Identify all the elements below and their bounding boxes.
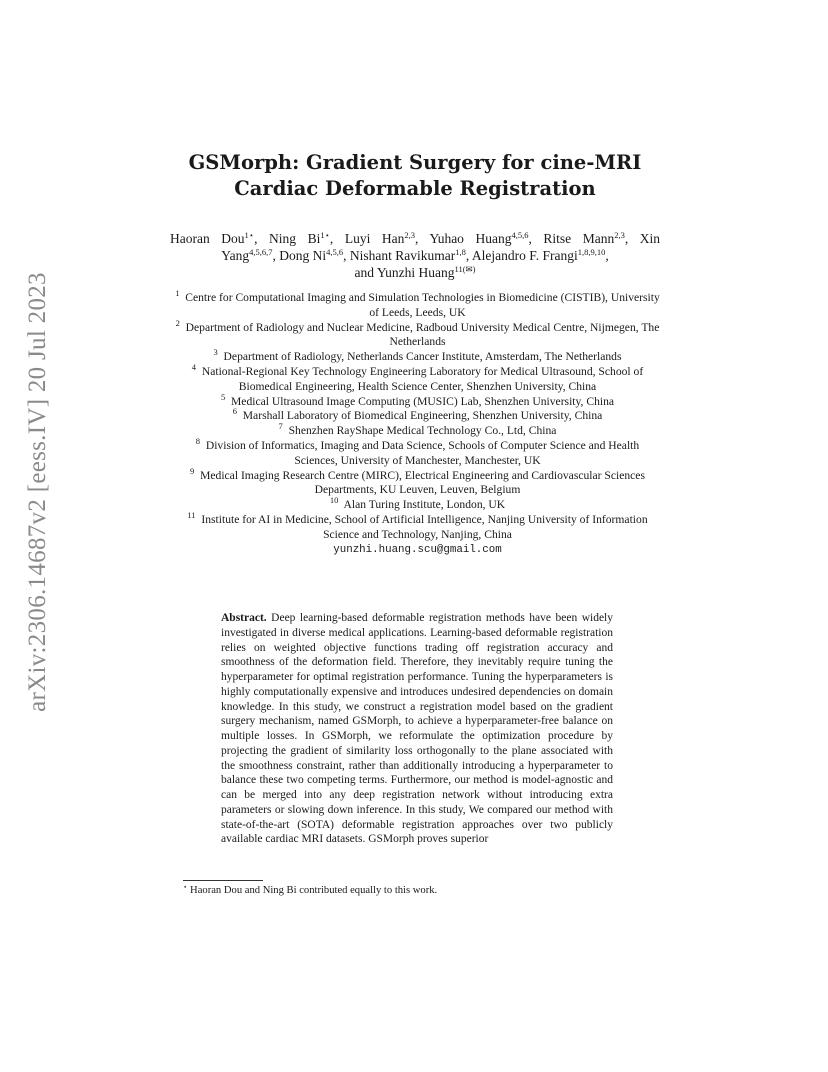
- footnote-mark: ⋆: [183, 883, 188, 891]
- affiliation: $^7$ Shenzhen RayShape Medical Technology Co., Ltd, China: [278, 421, 557, 438]
- author: Nishant Ravikumar$^{1,8}$,: [349, 247, 470, 263]
- affiliation: $^5$ Medical Ultrasound Image Computing (MUSIC) Lab, Shenzhen University, China: [220, 391, 615, 408]
- author: Yunzhi Huang$^{11(✉)}$: [376, 264, 476, 280]
- title-line: Cardiac Deformable Registration: [234, 177, 596, 200]
- author-name-part: Yang: [221, 248, 250, 263]
- author: Yuhao Huang$^{4,5,6}$,: [429, 230, 532, 246]
- author-name-part: Xin: [639, 231, 660, 246]
- affiliation: $^4$ National-Regional Key Technology Engineering Laboratory for Medical Ultrasound, School of Biomedical Engineering, Health Science Center, Shenzhen University, China: [191, 361, 644, 393]
- arxiv-identifier: [18, 272, 58, 712]
- affiliation: $^6$ Marshall Laboratory of Biomedical Engineering, Shenzhen University, China: [232, 406, 603, 423]
- author: Alejandro F. Frangi$^{1,8,9,10}$,: [471, 247, 609, 263]
- author-line: [170, 230, 660, 247]
- abstract-label: Abstract.: [221, 612, 267, 624]
- contact-email[interactable]: yunzhi.huang.scu@gmail.com: [333, 543, 502, 556]
- abstract-text: Deep learning-based deformable registration methods have been widely investigated in diverse medical applications. Learning-based deformable registration relies on weighted objective functions trading off registration accuracy and smoothness of the deformation field. Therefore, they inevitably require tuning the hyperparameter for optimal registration performance. Tuning the hyperparameters is highly computationally expensive and introduces undesired dependencies on domain knowledge. In this study, we construct a registration model based on the gradient surgery mechanism, named GSMorph, to achieve a hyperparameter-free balance on multiple losses. In GSMorph, we reformulate the optimization procedure by projecting the gradient of similarity loss orthogonally to the plane associated with the smoothness constraint, rather than additionally introducing a hyperparameter to balance these two competing terms. Furthermore, our method is model-agnostic and can be merged into any deep registration network without introducing extra parameters or slowing down inference. In this study, We compared our method with state-of-the-art (SOTA) deformable registration approaches over two publicly available cardiac MRI datasets. GSMorph proves superior: [221, 612, 613, 846]
- author: Dong Ni$^{4,5,6}$,: [279, 247, 347, 263]
- author-line: and Yunzhi Huang$^{11(✉)}$: [354, 264, 476, 280]
- author: Ritse Mann$^{2,3}$,: [543, 230, 629, 246]
- footnote-text: Haoran Dou and Ning Bi contributed equally to this work.: [190, 885, 438, 896]
- affiliation-list: [175, 288, 660, 557]
- arxiv-identifier-text: arXiv:2306.14687v2 [eess.IV] 20 Jul 2023: [24, 272, 51, 712]
- affiliation: $^2$ Department of Radiology and Nuclear Medicine, Radboud University Medical Centre, Nijmegen, The Netherlands: [175, 317, 660, 349]
- author-list: [170, 230, 660, 281]
- affiliation: $^8$ Division of Informatics, Imaging and Data Science, Schools of Computer Science and Health Sciences, University of Manchester, Manchester, UK: [195, 435, 640, 467]
- footnote-rule: [183, 880, 263, 881]
- paper-title: [150, 150, 680, 202]
- affiliation: $^9$ Medical Imaging Research Centre (MIRC), Electrical Engineering and Cardiovascular Sciences Departments, KU Leuven, Leuven, Belgium: [190, 465, 645, 497]
- affiliation: $^{11}$ Institute for AI in Medicine, School of Artificial Intelligence, Nanjing University of Information Science and Technology, Nanjing, China: [187, 509, 648, 541]
- author: Ning $Bi^{1⋆}$,: [269, 230, 334, 246]
- affiliation: $^1$ Centre for Computational Imaging and Simulation Technologies in Biomedicine (CISTIB), University of Leeds, Leeds, UK: [175, 288, 660, 319]
- footnote: [183, 885, 437, 896]
- author: Luyi Han$^{2,3}$,: [344, 230, 419, 246]
- abstract: [221, 611, 613, 847]
- affiliation: $^{10}$ Alan Turing Institute, London, UK: [329, 495, 506, 512]
- affiliation: $^3$ Department of Radiology, Netherlands Cancer Institute, Amsterdam, The Netherlands: [213, 347, 622, 364]
- author-line: Yang$^{4,5,6,7}$, Dong Ni$^{4,5,6}$, Nishant Ravikumar$^{1,8}$, Alejandro F. Frangi$^{1,8,9,10}$,: [221, 247, 609, 263]
- title-line: GSMorph: Gradient Surgery for cine-MRI: [188, 151, 642, 174]
- author: Haoran Dou$^{1⋆}$,: [170, 230, 258, 246]
